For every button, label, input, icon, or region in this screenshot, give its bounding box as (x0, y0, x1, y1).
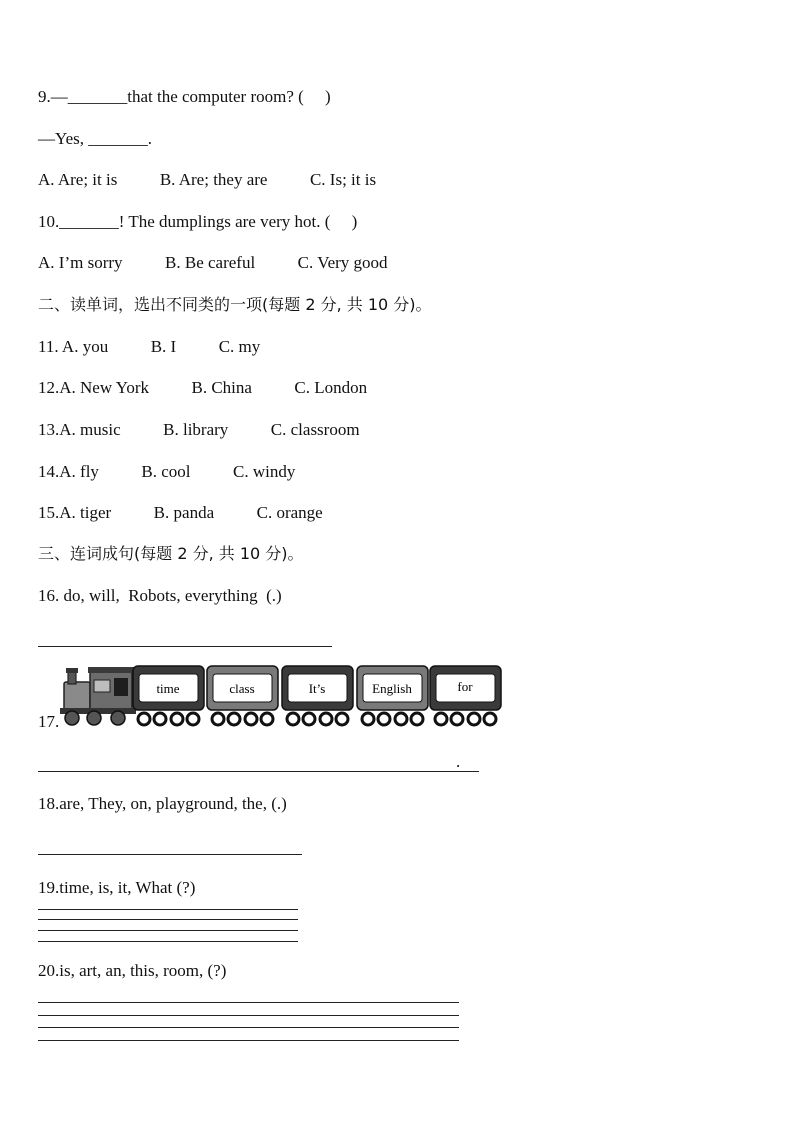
q19-writing-line-2 (38, 919, 298, 920)
q16-answer-line (38, 646, 332, 647)
q10-line1: 10._______! The dumplings are very hot. ( ) (38, 212, 358, 231)
train-car-5 (430, 666, 501, 725)
q10-options: A. I’m sorry B. Be careful C. Very good (38, 253, 388, 272)
q9-line1: 9.—_______that the computer room? ( ) (38, 87, 331, 106)
q11: 11. A. you B. I C. my (38, 337, 261, 356)
q17-period: . (456, 752, 461, 771)
q19-writing-line-1 (38, 909, 298, 910)
q19: 19.time, is, it, What (?) (38, 878, 196, 897)
train-car-2 (207, 666, 278, 725)
q20-writing-line-4 (38, 1040, 459, 1041)
word-train (60, 664, 502, 728)
q9-options: A. Are; it is B. Are; they are C. Is; it is (38, 170, 377, 189)
train-car-4 (357, 666, 428, 725)
train-word-1: time (156, 681, 180, 696)
q18: 18.are, They, on, playground, the, (.) (38, 794, 287, 813)
q20: 20.is, art, an, this, room, (?) (38, 961, 227, 980)
q20-writing-line-2 (38, 1015, 459, 1016)
q17-number: 17. (38, 712, 60, 731)
q20-writing-line-1 (38, 1002, 459, 1003)
q18-answer-line (38, 854, 302, 855)
q19-writing-line-3 (38, 930, 298, 931)
q14: 14.A. fly B. cool C. windy (38, 462, 296, 481)
q16: 16. do, will, Robots, everything (.) (38, 586, 282, 605)
train-car-1 (133, 666, 204, 725)
q17-answer-line (38, 771, 479, 772)
q9-line2: —Yes, _______. (38, 129, 152, 148)
q13: 13.A. music B. library C. classroom (38, 420, 360, 439)
train-engine-icon (60, 667, 136, 725)
section2-heading: 二、读单词，选出不同类的一项(每题 2 分, 共 10 分)。 (38, 295, 432, 314)
train-car-3 (282, 666, 353, 725)
train-word-2: class (229, 681, 255, 696)
train-word-4: English (372, 681, 412, 696)
q20-writing-line-3 (38, 1027, 459, 1028)
q19-writing-line-4 (38, 941, 298, 942)
train-word-5: for (457, 679, 473, 694)
section3-heading: 三、连词成句(每题 2 分, 共 10 分)。 (38, 544, 304, 563)
q15: 15.A. tiger B. panda C. orange (38, 503, 323, 522)
train-word-3: It’s (308, 681, 326, 696)
q12: 12.A. New York B. China C. London (38, 378, 368, 397)
